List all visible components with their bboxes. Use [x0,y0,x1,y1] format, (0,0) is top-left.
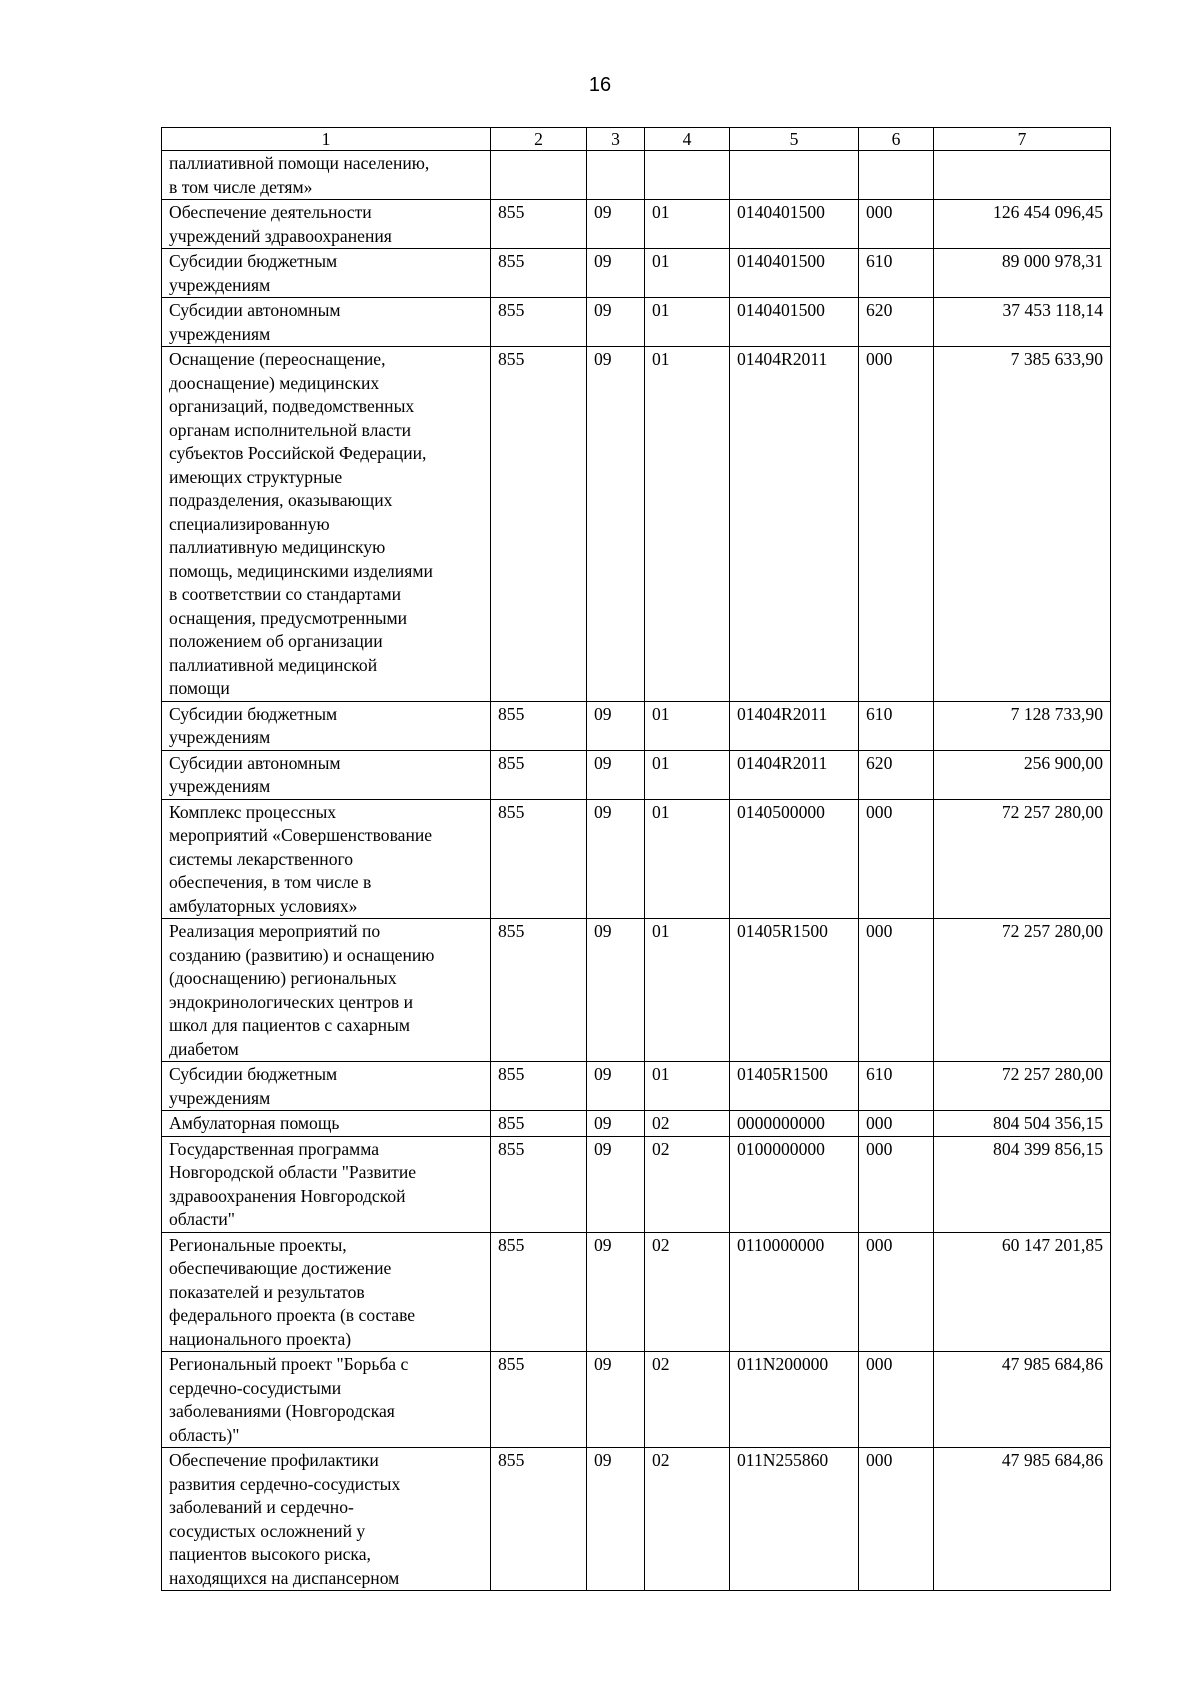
amount-cell: 256 900,00 [934,750,1111,799]
chapter-code-cell: 855 [491,750,587,799]
chapter-code-cell: 855 [491,1448,587,1591]
subsection-code-cell: 02 [645,1232,730,1352]
section-code-cell: 09 [587,1448,645,1591]
subsection-code-cell: 01 [645,298,730,347]
subsection-code-cell: 01 [645,750,730,799]
table-row [162,701,1111,750]
expense-type-code-cell [859,151,934,200]
amount-cell: 804 504 356,15 [934,1111,1111,1137]
target-article-code-cell: 01404R2011 [730,701,859,750]
column-number: 4 [645,128,730,151]
target-article-code-cell: 0000000000 [730,1111,859,1137]
section-code-cell: 09 [587,799,645,919]
amount-cell [934,151,1111,200]
subsection-code-cell: 01 [645,799,730,919]
subsection-code-cell: 02 [645,1136,730,1232]
amount-cell: 47 985 684,86 [934,1448,1111,1591]
amount-cell: 72 257 280,00 [934,919,1111,1062]
table-row [162,919,1111,1062]
subsection-code-cell: 01 [645,919,730,1062]
expense-type-code-cell: 610 [859,1062,934,1111]
subsection-code-cell: 02 [645,1111,730,1137]
section-code-cell [587,151,645,200]
expense-type-code-cell: 610 [859,249,934,298]
budget-table [161,127,1111,1591]
table-row [162,1352,1111,1448]
table-row [162,1232,1111,1352]
target-article-code-cell: 0110000000 [730,1232,859,1352]
section-code-cell: 09 [587,701,645,750]
amount-cell: 60 147 201,85 [934,1232,1111,1352]
section-code-cell: 09 [587,1111,645,1137]
subsection-code-cell [645,151,730,200]
expense-type-code-cell: 000 [859,1111,934,1137]
row-name-cell: Региональные проекты, обеспечивающие достижение показателей и результатов федерального проекта (в составе национального проекта) [162,1232,491,1352]
row-name-cell: Реализация мероприятий по созданию (развитию) и оснащению (дооснащению) региональных эндокринологических центров и школ для пациентов с сахарным диабетом [162,919,491,1062]
row-name-cell: Субсидии бюджетным учреждениям [162,1062,491,1111]
amount-cell: 47 985 684,86 [934,1352,1111,1448]
column-number: 7 [934,128,1111,151]
table-row [162,799,1111,919]
row-name-cell: Субсидии автономным учреждениям [162,750,491,799]
expense-type-code-cell: 000 [859,799,934,919]
row-name-cell: Государственная программа Новгородской области "Развитие здравоохранения Новгородской области" [162,1136,491,1232]
table-row [162,200,1111,249]
table-row [162,249,1111,298]
expense-type-code-cell: 000 [859,1232,934,1352]
amount-cell: 804 399 856,15 [934,1136,1111,1232]
amount-cell: 7 385 633,90 [934,347,1111,702]
amount-cell: 72 257 280,00 [934,1062,1111,1111]
table-row [162,1448,1111,1591]
section-code-cell: 09 [587,298,645,347]
row-name-cell: Субсидии автономным учреждениям [162,298,491,347]
amount-cell: 7 128 733,90 [934,701,1111,750]
section-code-cell: 09 [587,919,645,1062]
row-name-cell: паллиативной помощи населению, в том числе детям» [162,151,491,200]
column-number: 3 [587,128,645,151]
amount-cell: 126 454 096,45 [934,200,1111,249]
expense-type-code-cell: 000 [859,1448,934,1591]
subsection-code-cell: 02 [645,1352,730,1448]
chapter-code-cell: 855 [491,249,587,298]
column-number-row [162,128,1111,151]
section-code-cell: 09 [587,249,645,298]
row-name-cell: Обеспечение деятельности учреждений здравоохранения [162,200,491,249]
amount-cell: 37 453 118,14 [934,298,1111,347]
row-name-cell: Амбулаторная помощь [162,1111,491,1137]
section-code-cell: 09 [587,1232,645,1352]
target-article-code-cell [730,151,859,200]
chapter-code-cell: 855 [491,919,587,1062]
column-number: 5 [730,128,859,151]
table-row [162,151,1111,200]
subsection-code-cell: 01 [645,249,730,298]
table-row [162,347,1111,702]
chapter-code-cell: 855 [491,298,587,347]
expense-type-code-cell: 610 [859,701,934,750]
target-article-code-cell: 01404R2011 [730,750,859,799]
row-name-cell: Оснащение (переоснащение, дооснащение) медицинских организаций, подведомственных органам исполнительной власти субъектов Российской Федерации, имеющих структурные подразделения, оказывающих специализированную паллиативную медицинскую помощь, медицинскими изделиями в соответствии со стандартами оснащения, предусмотренными положением об организации паллиативной медицинской помощи [162,347,491,702]
target-article-code-cell: 011N200000 [730,1352,859,1448]
expense-type-code-cell: 000 [859,200,934,249]
target-article-code-cell: 01405R1500 [730,1062,859,1111]
expense-type-code-cell: 000 [859,1352,934,1448]
subsection-code-cell: 01 [645,1062,730,1111]
section-code-cell: 09 [587,1352,645,1448]
chapter-code-cell: 855 [491,701,587,750]
table-row [162,1111,1111,1137]
target-article-code-cell: 01405R1500 [730,919,859,1062]
chapter-code-cell: 855 [491,1232,587,1352]
target-article-code-cell: 011N255860 [730,1448,859,1591]
chapter-code-cell: 855 [491,347,587,702]
row-name-cell: Региональный проект "Борьба с сердечно-сосудистыми заболеваниями (Новгородская область)" [162,1352,491,1448]
page-number: 16 [588,74,612,96]
section-code-cell: 09 [587,347,645,702]
subsection-code-cell: 01 [645,200,730,249]
row-name-cell: Субсидии бюджетным учреждениям [162,249,491,298]
expense-type-code-cell: 000 [859,1136,934,1232]
chapter-code-cell [491,151,587,200]
expense-type-code-cell: 000 [859,347,934,702]
section-code-cell: 09 [587,750,645,799]
target-article-code-cell: 0140401500 [730,298,859,347]
subsection-code-cell: 02 [645,1448,730,1591]
target-article-code-cell: 0140401500 [730,249,859,298]
subsection-code-cell: 01 [645,701,730,750]
table-row [162,750,1111,799]
column-number: 2 [491,128,587,151]
table-row [162,1136,1111,1232]
expense-type-code-cell: 000 [859,919,934,1062]
target-article-code-cell: 0100000000 [730,1136,859,1232]
amount-cell: 89 000 978,31 [934,249,1111,298]
section-code-cell: 09 [587,1062,645,1111]
chapter-code-cell: 855 [491,200,587,249]
chapter-code-cell: 855 [491,1111,587,1137]
chapter-code-cell: 855 [491,799,587,919]
expense-type-code-cell: 620 [859,298,934,347]
chapter-code-cell: 855 [491,1352,587,1448]
subsection-code-cell: 01 [645,347,730,702]
column-number: 1 [162,128,491,151]
amount-cell: 72 257 280,00 [934,799,1111,919]
table-row [162,298,1111,347]
row-name-cell: Субсидии бюджетным учреждениям [162,701,491,750]
column-number: 6 [859,128,934,151]
row-name-cell: Комплекс процессных мероприятий «Совершенствование системы лекарственного обеспечения, в том числе в амбулаторных условиях» [162,799,491,919]
target-article-code-cell: 0140500000 [730,799,859,919]
expense-type-code-cell: 620 [859,750,934,799]
target-article-code-cell: 0140401500 [730,200,859,249]
section-code-cell: 09 [587,200,645,249]
target-article-code-cell: 01404R2011 [730,347,859,702]
table-row [162,1062,1111,1111]
chapter-code-cell: 855 [491,1136,587,1232]
row-name-cell: Обеспечение профилактики развития сердечно-сосудистых заболеваний и сердечно- сосудистых осложнений у пациентов высокого риска, находящихся на диспансерном [162,1448,491,1591]
chapter-code-cell: 855 [491,1062,587,1111]
section-code-cell: 09 [587,1136,645,1232]
